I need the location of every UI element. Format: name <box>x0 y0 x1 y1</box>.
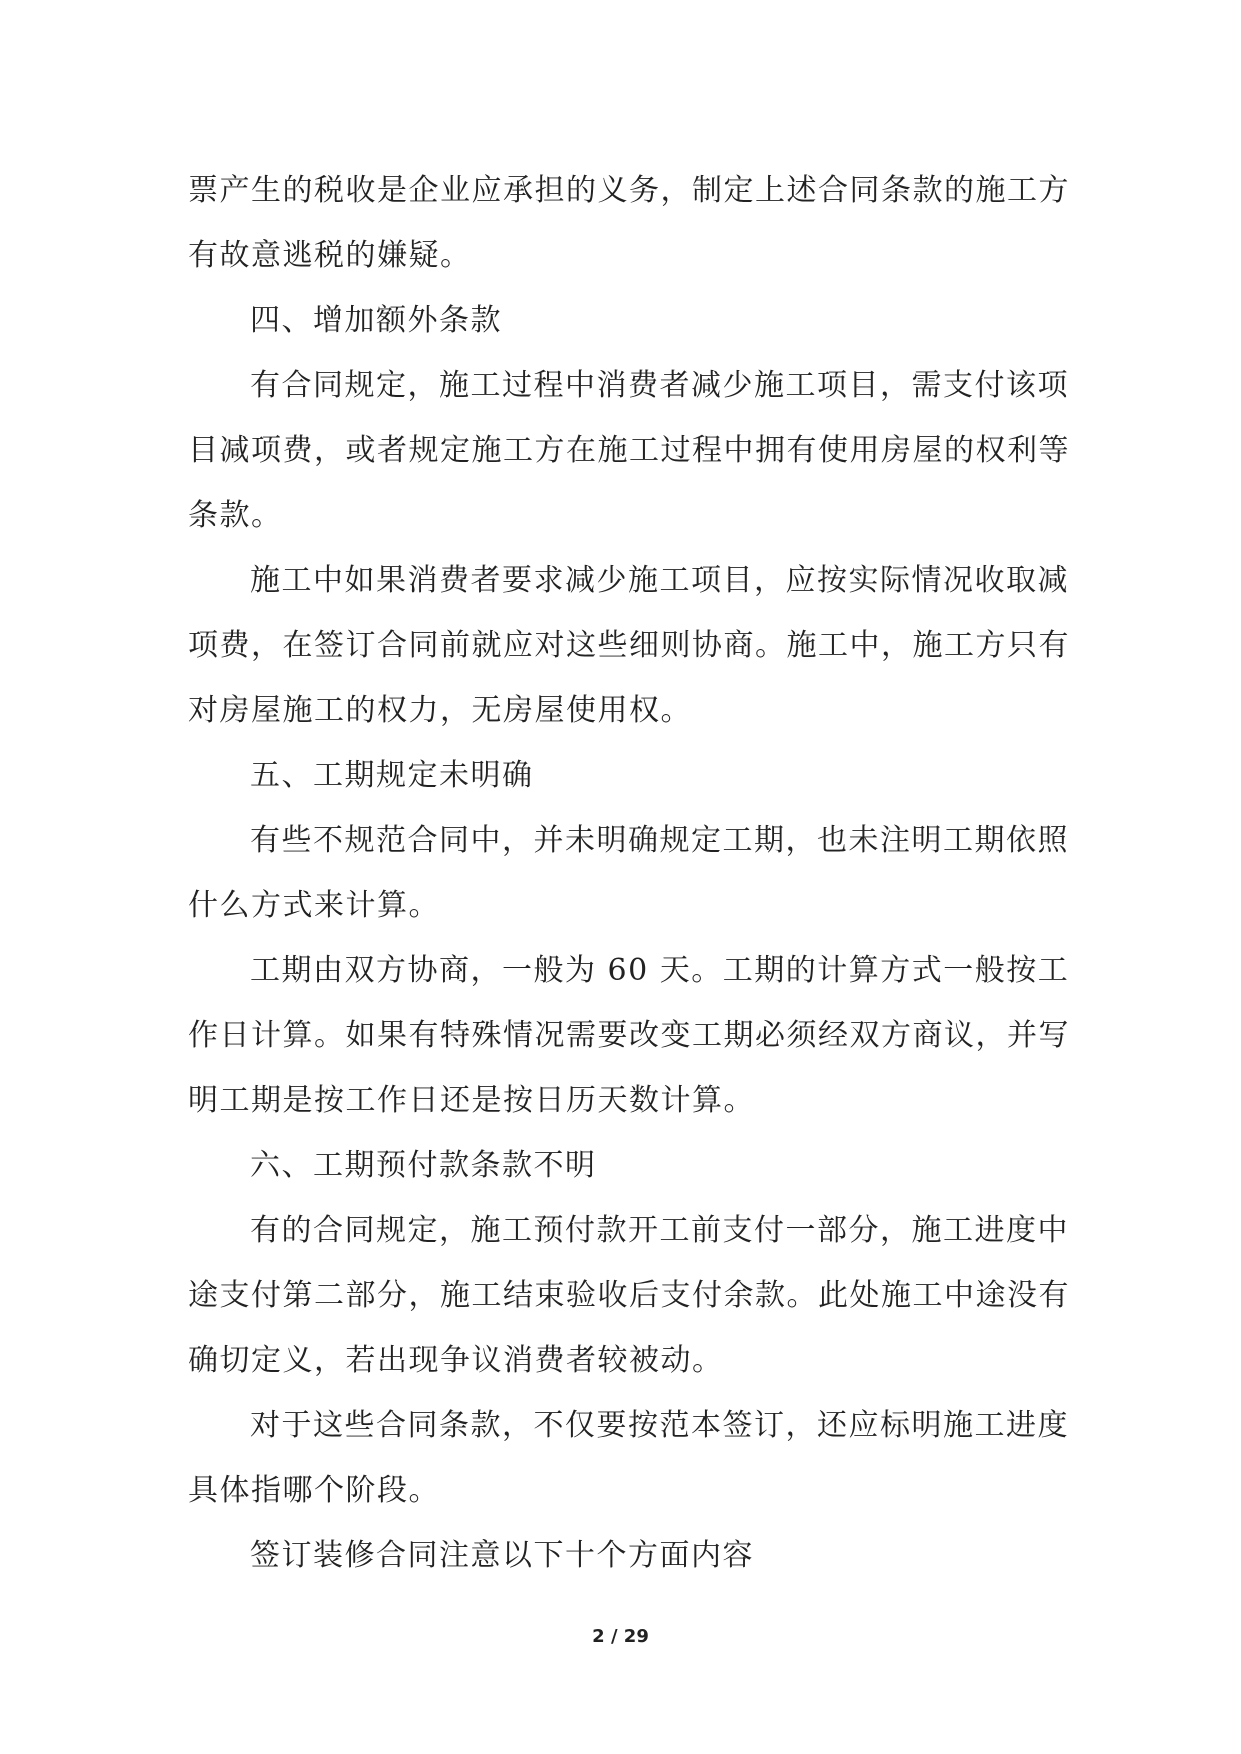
text-line: 票产生的税收是企业应承担的义务，制定上述合同条款的施工方 <box>188 173 1070 208</box>
text-line: 明工期是按工作日还是按日历天数计算。 <box>188 1083 755 1118</box>
page-number: 2 / 29 <box>592 1626 649 1647</box>
text-line: 签订装修合同注意以下十个方面内容 <box>250 1538 754 1573</box>
text-line: 有故意逃税的嫌疑。 <box>188 238 472 273</box>
text-line: 对房屋施工的权力，无房屋使用权。 <box>188 693 692 728</box>
text-line: 项费，在签订合同前就应对这些细则协商。施工中，施工方只有 <box>188 628 1070 663</box>
text-line: 有的合同规定，施工预付款开工前支付一部分，施工进度中 <box>250 1213 1069 1248</box>
text-line: 有合同规定，施工过程中消费者减少施工项目，需支付该项 <box>250 368 1069 403</box>
document-body <box>188 158 1070 1588</box>
text-line: 对于这些合同条款，不仅要按范本签订，还应标明施工进度 <box>250 1408 1069 1443</box>
text-line: 确切定义，若出现争议消费者较被动。 <box>188 1343 724 1378</box>
text-line: 工期由双方协商，一般为 60 天。工期的计算方式一般按工 <box>250 953 1070 988</box>
text-line: 五、工期规定未明确 <box>250 758 534 793</box>
text-line: 四、增加额外条款 <box>250 303 502 338</box>
text-line: 具体指哪个阶段。 <box>188 1473 440 1508</box>
text-line: 什么方式来计算。 <box>188 888 440 923</box>
text-line: 施工中如果消费者要求减少施工项目，应按实际情况收取减 <box>250 563 1069 598</box>
text-line: 有些不规范合同中，并未明确规定工期，也未注明工期依照 <box>250 823 1069 858</box>
text-line: 目减项费，或者规定施工方在施工过程中拥有使用房屋的权利等 <box>188 433 1070 468</box>
text-line: 作日计算。如果有特殊情况需要改变工期必须经双方商议，并写 <box>188 1018 1070 1053</box>
text-line: 六、工期预付款条款不明 <box>250 1148 597 1183</box>
text-line: 途支付第二部分，施工结束验收后支付余款。此处施工中途没有 <box>188 1278 1070 1313</box>
text-line: 条款。 <box>188 498 283 533</box>
